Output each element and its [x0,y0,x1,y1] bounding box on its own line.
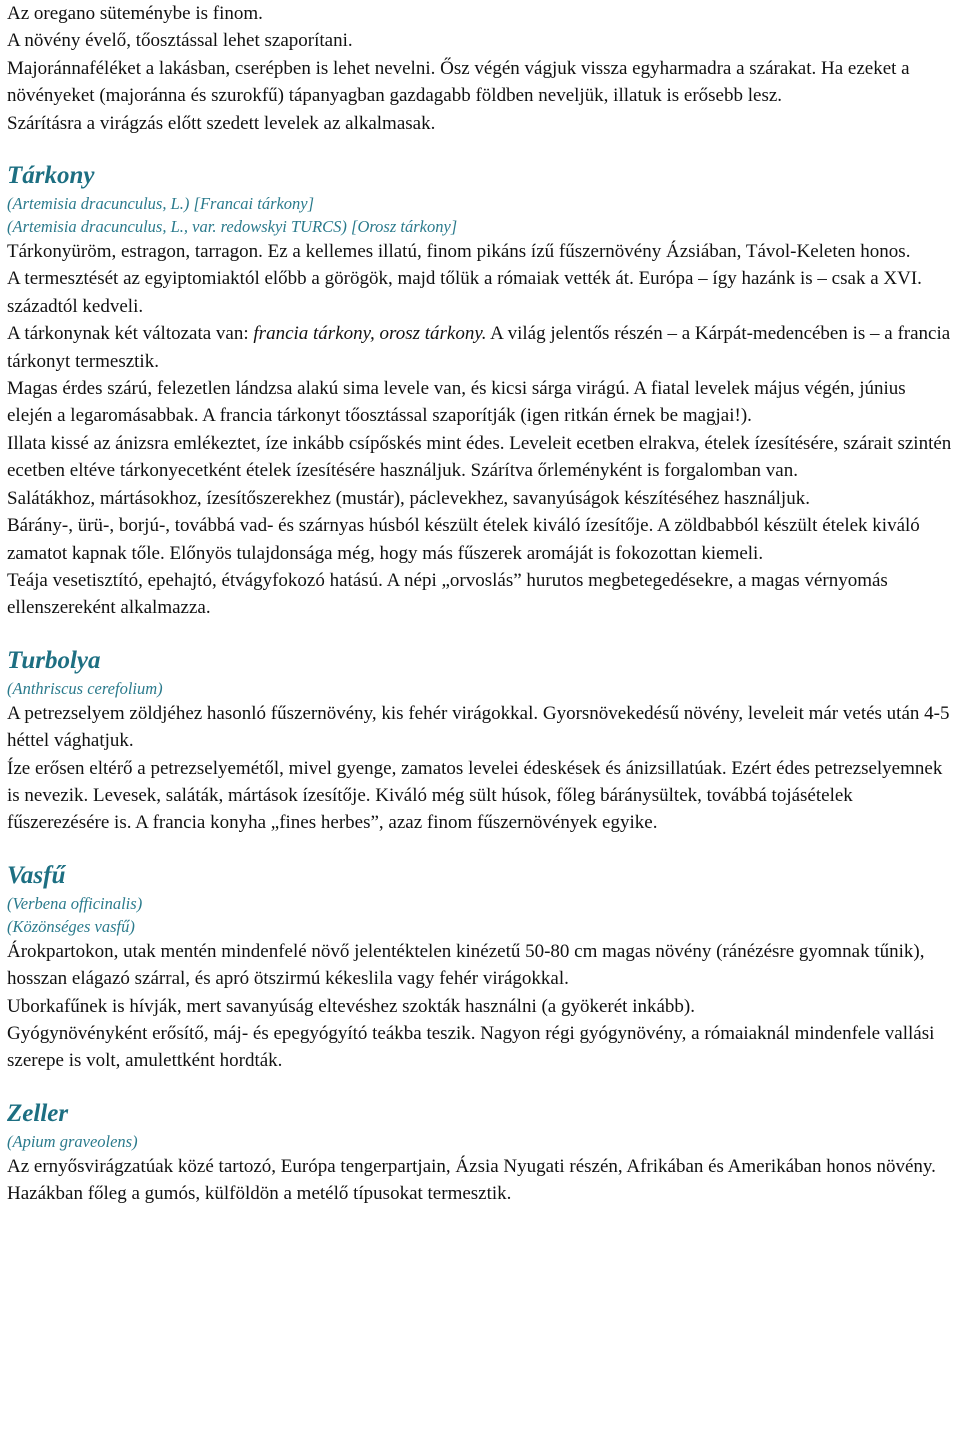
intro-paragraph: Szárításra a virágzás előtt szedett levelek az alkalmasak. [7,112,436,134]
body-paragraph: Illata kissé az ánizsra emlékeztet, íze inkább csípőskés mint édes. Leveleit ecetben elrakva, ételek ízesítésére, szárait szintén ecetben eltéve tárkonyecetként ételek ízesítésére használjuk. Szárítva őrleményként is forgalomban van. [7,432,952,482]
latin-name: (Artemisia dracunculus, L.) [Francai tárkony] [7,194,315,214]
intro-paragraph: A növény évelő, tőosztással lehet szaporítani. [7,30,353,52]
body-paragraph: Uborkafűnek is hívják, mert savanyúság eltevéshez szokták használni (a gyökerét inkább). [7,995,695,1017]
latin-name: (Verbena officinalis) [7,893,143,913]
body-paragraph: Magas érdes szárú, felezetlen lándzsa alakú sima levele van, és kicsi sárga virágú. A fiatal levelek május végén, június elején a legaromásabbak. A francia tárkonyt tőosztással szaporítják (igen ritkán érnek be magjai!). [7,378,906,427]
latin-name: (Anthriscus cerefolium) [7,678,163,698]
body-paragraph: Íze erősen eltérő a petrezselyemétől, mivel gyenge, zamatos levelei édeskések és ánizsillatúak. Ezért édes petrezselyemnek is nevezik. Levesek, saláták, mártások ízesítője. Kiváló még sült húsok, főleg báránysültek, továbbá tojásételek fűszerezésére is. A francia konyha „fines herbes”, azaz finom fűszernövények egyike. [7,757,943,834]
section-turbolya [7,647,953,837]
latin-name: (Apium graveolens) [7,1131,138,1151]
section-vasfu [7,862,953,1075]
italic-text-run: francia tárkony, orosz tárkony. [253,323,487,345]
section-title-tarkony: Tárkony [7,162,95,190]
latin-name: (Közönséges vasfű) [7,916,135,936]
intro-section [7,0,953,137]
intro-paragraph: Majoránnaféléket a lakásban, cserépben is lehet nevelni. Ősz végén vágjuk vissza egyharmadra a szárakat. Ha ezeket a növényeket (majoránna és szurokfű) tápanyagban gazdagabb földben neveljük, illatuk is erősebb lesz. [7,57,910,107]
section-title-turbolya: Turbolya [7,646,101,674]
section-title-zeller: Zeller [7,1099,69,1127]
text-run: A világ jelentős részén – a Kárpát-medencében is – a francia tárkonyt termesztik. [7,323,951,372]
section-zeller [7,1100,953,1208]
latin-name: (Artemisia dracunculus, L., var. redowskyi TURCS) [Orosz tárkony] [7,217,458,237]
body-paragraph: Salátákhoz, mártásokhoz, ízesítőszerekhez (mustár), páclevekhez, savanyúságok készítéséhez használjuk. [7,487,810,509]
body-paragraph: Teája vesetisztító, epehajtó, étvágyfokozó hatású. A népi „orvoslás” hurutos megbetegedésekre, a magas vérnyomás ellenszereként alkalmazza. [7,569,888,619]
section-tarkony [7,162,953,622]
body-paragraph: A petrezselyem zöldjéhez hasonló fűszernövény, kis fehér virágokkal. Gyorsnövekedésű növény, leveleit már vetés után 4-5 héttel vághatjuk. [7,702,950,752]
body-paragraph: A termesztését az egyiptomiaktól előbb a görögök, majd tőlük a rómaiak vették át. Európa – így hazánk is – csak a XVI. századtól kedveli. [7,268,922,317]
body-paragraph: Bárány-, ürü-, borjú-, továbbá vad- és szárnyas húsból készült ételek kiváló ízesítője. A zöldbabból készült ételek kiváló zamatot kapnak tőle. Előnyös tulajdonsága még, hogy más fűszerek aromáját is fokozottan kiemeli. [7,515,920,564]
body-paragraph: Gyógynövényként erősítő, máj- és epegyógyító teákba teszik. Nagyon régi gyógynövény, a rómaiaknál mindenfele vallási szerepe is volt, amulettként hordták. [7,1022,935,1072]
body-paragraph: Az ernyősvirágzatúak közé tartozó, Európa tengerpartjain, Ázsia Nyugati részén, Afrikában és Amerikában honos növény. Hazákban főleg a gumós, külföldön a metélő típusokat termesztik. [7,1155,936,1205]
section-title-vasfu: Vasfű [7,861,66,889]
body-paragraph: Tárkonyüröm, estragon, tarragon. Ez a kellemes illatú, finom pikáns ízű fűszernövény Ázsiában, Távol-Keleten honos. [7,241,911,263]
text-run: A tárkonynak két változata van: [7,323,254,345]
body-paragraph: Árokpartokon, utak mentén mindenfelé növő jelentéktelen kinézetű 50-80 cm magas növény (ránézésre gyomnak tűnik), hosszan elágazó szárral, és apró ötszirmú kékeslila vagy fehér virágokkal. [7,940,925,990]
body-paragraph [7,320,953,375]
intro-paragraph: Az oregano süteménybe is finom. [7,3,263,24]
